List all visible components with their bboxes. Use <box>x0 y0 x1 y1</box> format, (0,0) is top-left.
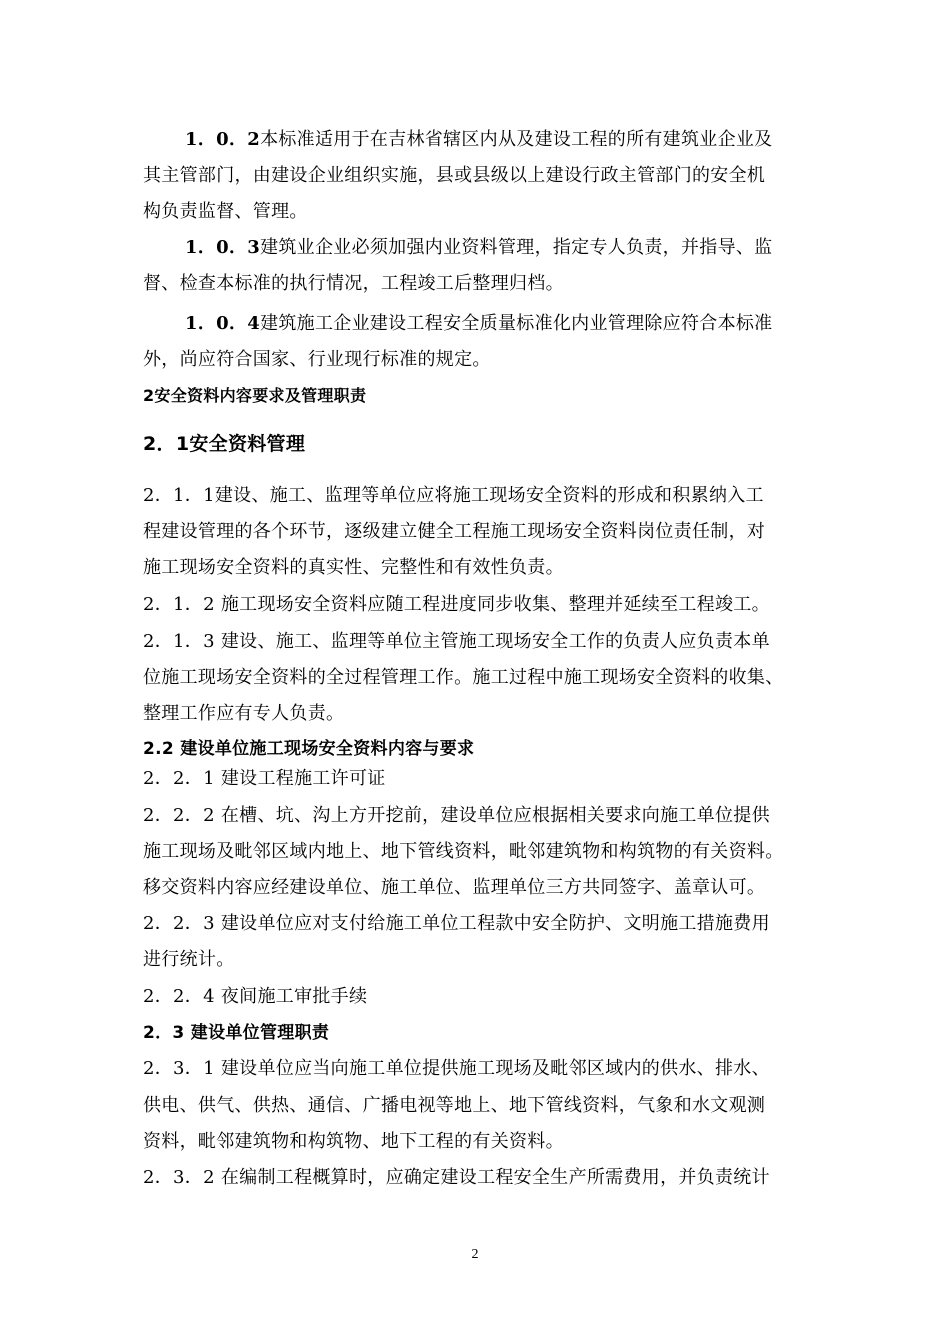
clause-2-3-1-line-1: 2．3．1 建设单位应当向施工单位提供施工现场及毗邻区域内的供水、排水、 <box>143 1058 770 1079</box>
clause-2-2-1: 2．2．1 建设工程施工许可证 <box>143 768 386 789</box>
clause-number: 1．0．3 <box>185 237 261 258</box>
clause-2-2-2-line-2: 施工现场及毗邻区域内地上、地下管线资料，毗邻建筑物和构筑物的有关资料。 <box>143 841 784 862</box>
clause-2-1-3-line-3: 整理工作应有专人负责。 <box>143 703 345 724</box>
clause-1-0-2-line-1 <box>185 122 855 158</box>
clause-2-3-2-line-1: 2．3．2 在编制工程概算时，应确定建设工程安全生产所需费用，并负责统计 <box>143 1167 770 1188</box>
clause-2-1-1-line-1: 2．1．1建设、施工、监理等单位应将施工现场安全资料的形成和积累纳入工 <box>143 485 764 506</box>
clause-1-0-4-line-2: 外，尚应符合国家、行业现行标准的规定。 <box>143 349 491 370</box>
clause-2-1-2: 2．1．2 施工现场安全资料应随工程进度同步收集、整理并延续至工程竣工。 <box>143 594 770 615</box>
section-heading-2-1: 2．1安全资料管理 <box>143 433 306 455</box>
clause-2-2-2-line-1: 2．2．2 在槽、坑、沟上方开挖前，建设单位应根据相关要求向施工单位提供 <box>143 805 770 826</box>
section-heading-2: 2安全资料内容要求及管理职责 <box>143 386 367 405</box>
page-number: 2 <box>471 1247 479 1262</box>
clause-2-1-1-line-3: 施工现场安全资料的真实性、完整性和有效性负责。 <box>143 557 564 578</box>
clause-2-3-1-line-3: 资料，毗邻建筑物和构筑物、地下工程的有关资料。 <box>143 1131 564 1152</box>
clause-2-3-1-line-2: 供电、供气、供热、通信、广播电视等地上、地下管线资料，气象和水文观测 <box>143 1095 766 1116</box>
clause-text: 本标准适用于在吉林省辖区内从及建设工程的所有建筑业企业及 <box>260 129 773 150</box>
clause-1-0-2-line-3: 构负责监督、管理。 <box>143 201 308 222</box>
clause-1-0-3-line-2: 督、检查本标准的执行情况，工程竣工后整理归档。 <box>143 273 564 294</box>
clause-number: 1．0．4 <box>185 313 261 334</box>
clause-number: 1．0．2 <box>185 129 261 150</box>
clause-2-2-3-line-1: 2．2．3 建设单位应对支付给施工单位工程款中安全防护、文明施工措施费用 <box>143 913 770 934</box>
clause-1-0-4-line-1 <box>185 306 855 342</box>
clause-2-2-2-line-3: 移交资料内容应经建设单位、施工单位、监理单位三方共同签字、盖章认可。 <box>143 877 766 898</box>
clause-text: 建筑业企业必须加强内业资料管理，指定专人负责，并指导、监 <box>260 237 773 258</box>
clause-1-0-2-line-2: 其主管部门，由建设企业组织实施，县或县级以上建设行政主管部门的安全机 <box>143 165 766 186</box>
clause-2-2-4: 2．2．4 夜间施工审批手续 <box>143 986 368 1007</box>
clause-2-1-1-line-2: 程建设管理的各个环节，逐级建立健全工程施工现场安全资料岗位责任制，对 <box>143 521 766 542</box>
clause-2-2-3-line-2: 进行统计。 <box>143 949 235 970</box>
clause-2-1-3-line-2: 位施工现场安全资料的全过程管理工作。施工过程中施工现场安全资料的收集、 <box>143 667 784 688</box>
clause-2-1-3-line-1: 2．1．3 建设、施工、监理等单位主管施工现场安全工作的负责人应负责本单 <box>143 631 770 652</box>
clause-1-0-3-line-1 <box>185 230 855 266</box>
section-heading-2-3: 2．3 建设单位管理职责 <box>143 1023 330 1043</box>
section-heading-2-2: 2.2 建设单位施工现场安全资料内容与要求 <box>143 739 475 759</box>
clause-text: 建筑施工企业建设工程安全质量标准化内业管理除应符合本标准 <box>260 313 773 334</box>
